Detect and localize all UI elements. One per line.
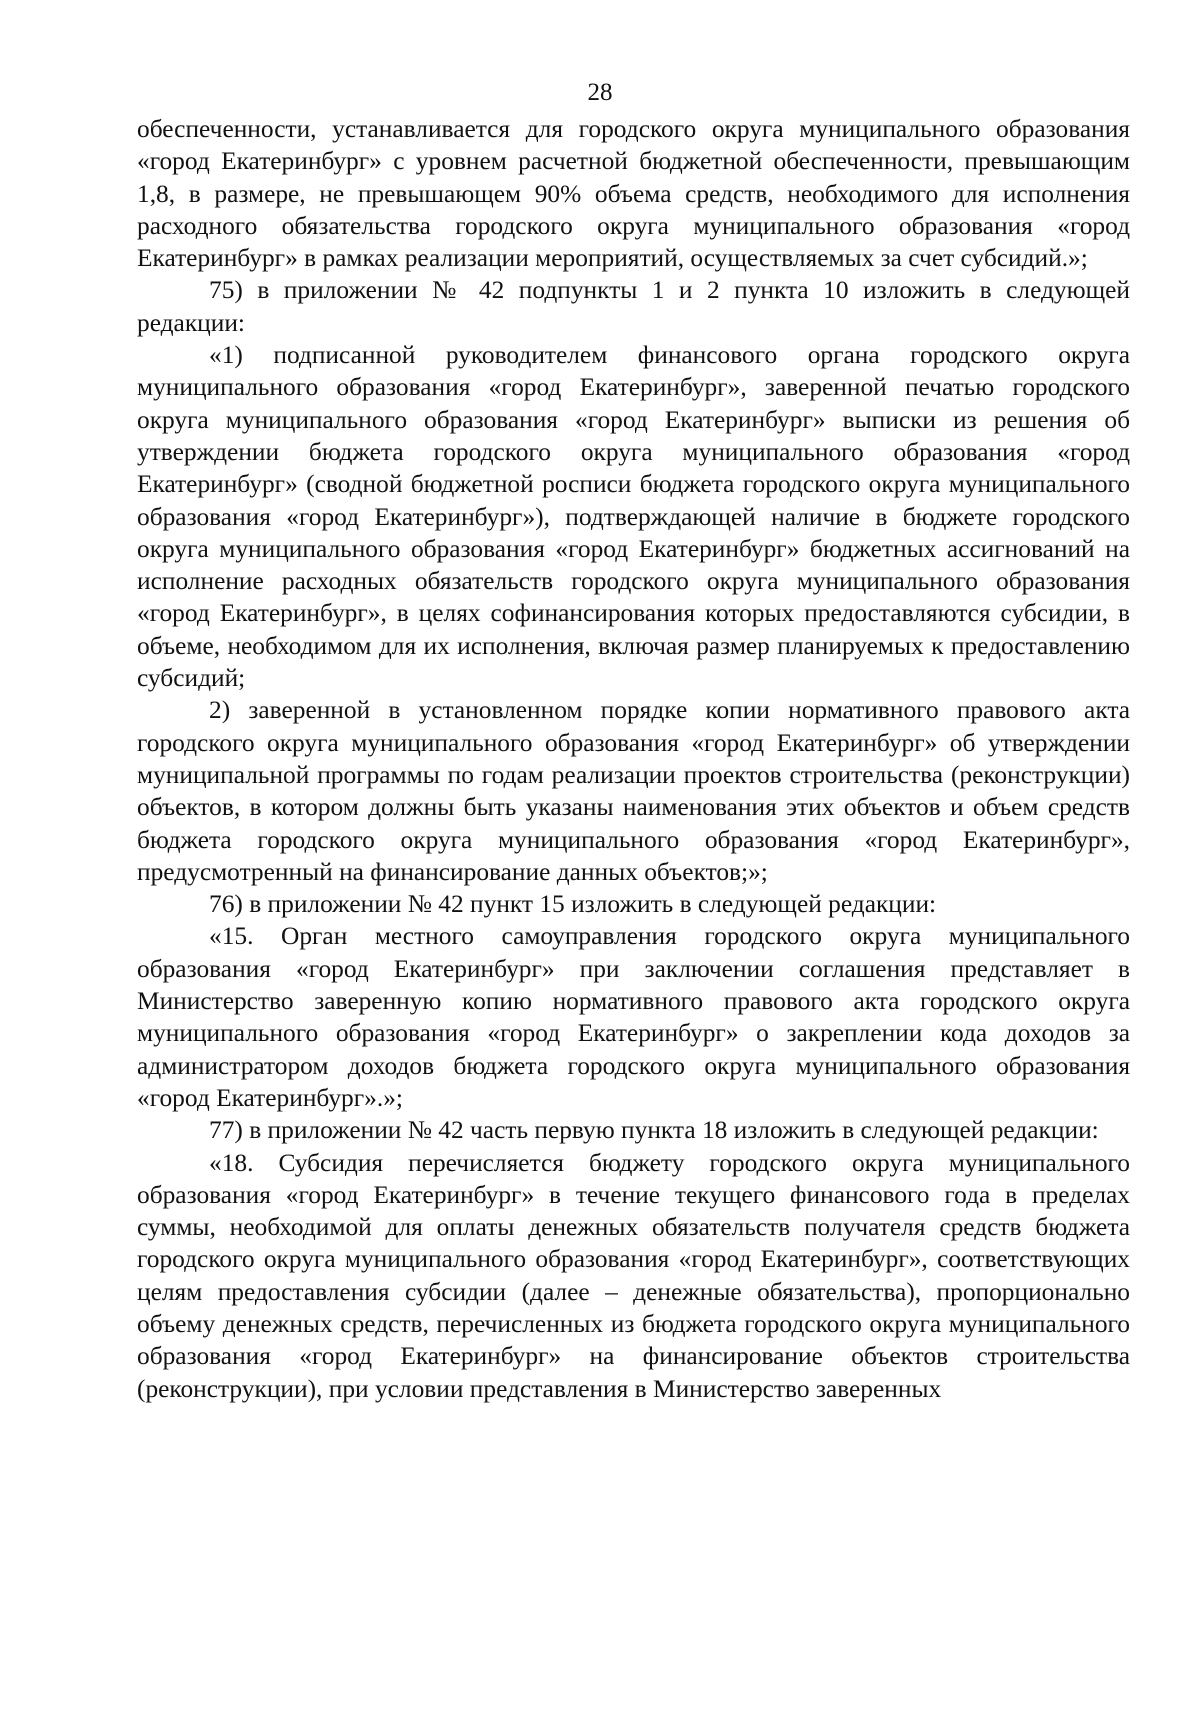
paragraph-clause-15: «15. Орган местного самоуправления городского округа муниципального образования «город Екатеринбург» при заключении соглашения представляет в Министерство заверенную копию нормативного правового акта городского округа муниципального образования «город Екатеринбург» о закреплении кода доходов за администратором доходов бюджета городского округа муниципального образования «город Екатеринбург».»; (137, 922, 1130, 1112)
paragraph-item-77: 77) в приложении № 42 часть первую пункта 18 изложить в следующей редакции: (209, 1116, 1099, 1145)
paragraph-continuation: обеспеченности, устанавливается для городского округа муниципального образования «город Екатеринбург» с уровнем расчетной бюджетной обеспеченности, превышающим 1,8, в размере, не превышающем 90% объема средств, необходимого для исполнения расходного обязательства городского округа муниципального образования «город Екатеринбург» в рамках реализации мероприятий, осуществляемых за счет субсидий.»; (137, 115, 1130, 273)
document-body (137, 113, 1130, 1405)
page-number: 28 (587, 79, 613, 106)
paragraph-item-75: 75) в приложении № 42 подпункты 1 и 2 пункта 10 изложить в следующей редакции: (137, 276, 1130, 337)
paragraph-item-76: 76) в приложении № 42 пункт 15 изложить в следующей редакции: (209, 890, 937, 919)
paragraph-subitem-2: 2) заверенной в установленном порядке копии нормативного правового акта городского округа муниципального образования «город Екатеринбург» об утверждении муниципальной программы по годам реализации проектов строительства (реконструкции) объектов, в котором должны быть указаны наименования этих объектов и объем средств бюджета городского округа муниципального образования «город Екатеринбург», предусмотренный на финансирование данных объектов;»; (137, 696, 1130, 886)
paragraph-subitem-1: «1) подписанной руководителем финансового органа городского округа муниципального образования «город Екатеринбург», заверенной печатью городского округа муниципального образования «город Екатеринбург» выписки из решения об утверждении бюджета городского округа муниципального образования «город Екатеринбург» (сводной бюджетной росписи бюджета городского округа муниципального образования «город Екатеринбург»), подтверждающей наличие в бюджете городского округа муниципального образования «город Екатеринбург» бюджетных ассигнований на исполнение расходных обязательств городского округа муниципального образования «город Екатеринбург», в целях софинансирования которых предоставляются субсидии, в объеме, необходимом для их исполнения, включая размер планируемых к предоставлению субсидий; (137, 341, 1130, 693)
paragraph-clause-18: «18. Субсидия перечисляется бюджету городского округа муниципального образования «город Екатеринбург» в течение текущего финансового года в пределах суммы, необходимой для оплаты денежных обязательств получателя средств бюджета городского округа муниципального образования «город Екатеринбург», соответствующих целям предоставления субсидии (далее – денежные обязательства), пропорционально объему денежных средств, перечисленных из бюджета городского округа муниципального образования «город Екатеринбург» на финансирование объектов строительства (реконструкции), при условии представления в Министерство заверенных (137, 1148, 1130, 1403)
